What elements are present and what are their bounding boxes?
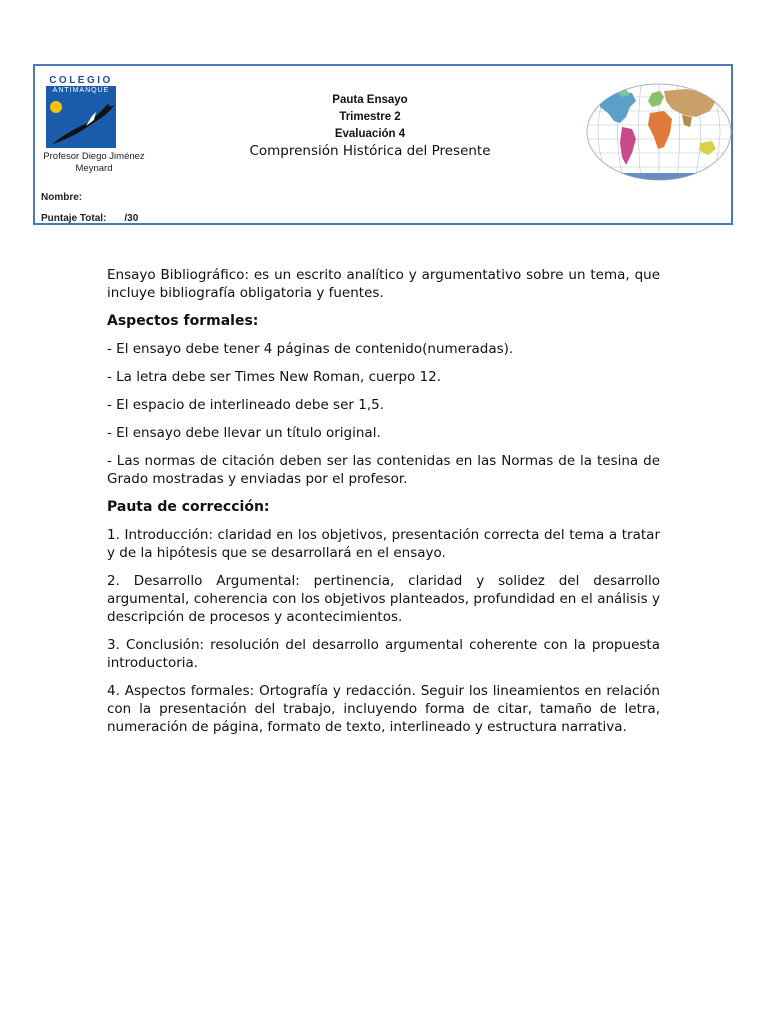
- title-line-2: Trimestre 2: [339, 111, 401, 123]
- formal-item: - El ensayo debe llevar un título original.: [107, 425, 381, 441]
- header-box: [33, 64, 733, 225]
- subject-title: Comprensión Histórica del Presente: [249, 143, 491, 159]
- formal-item: - El espacio de interlineado debe ser 1,5.: [107, 397, 385, 413]
- correction-item: 4. Aspectos formales: Ortografía y redacción. Seguir los lineamientos en relación con la presentación del trabajo, incluyendo forma de citar, tamaño de letra, numeración de página, formato de texto, interlineado y estructura narrativa.: [107, 683, 660, 735]
- title-line-3: Evaluación 4: [334, 128, 406, 140]
- formal-heading: Aspectos formales:: [107, 313, 259, 329]
- formal-item: - El ensayo debe tener 4 páginas de contenido(numeradas).: [107, 341, 514, 357]
- puntaje-label: Puntaje Total:: [41, 213, 107, 224]
- puntaje-row: [41, 213, 138, 224]
- intro-paragraph: Ensayo Bibliográfico: es un escrito analítico y argumentativo sobre un tema, que incluye bibliografía obligatoria y fuentes.: [107, 267, 660, 301]
- document-body: [107, 266, 660, 746]
- title-line-1: Pauta Ensayo: [332, 94, 408, 106]
- teacher-name: Profesor Diego Jiménez Meynard: [43, 151, 145, 174]
- correction-item: 2. Desarrollo Argumental: pertinencia, claridad y solidez del desarrollo argumental, coherencia con los objetivos planteados, profundidad en el análisis y descripción de procesos y acontecimientos.: [107, 573, 660, 625]
- school-logo: [44, 75, 118, 155]
- document-title: [235, 92, 505, 160]
- correction-item: 1. Introducción: claridad en los objetivos, presentación correcta del tema a tratar y de la hipótesis que se desarrollará en el ensayo.: [107, 527, 660, 561]
- condor-logo-icon: [46, 86, 116, 148]
- logo-name-text: ANTIMANQUE: [52, 87, 110, 94]
- logo-school-text: COLEGIO: [49, 75, 113, 86]
- formal-item: - La letra debe ser Times New Roman, cuerpo 12.: [107, 369, 442, 385]
- correction-item: 3. Conclusión: resolución del desarrollo argumental coherente con la propuesta introductoria.: [107, 637, 660, 671]
- correction-heading: Pauta de corrección:: [107, 499, 270, 515]
- world-map-icon: [586, 83, 732, 181]
- nombre-label: Nombre:: [41, 192, 83, 203]
- formal-item: - Las normas de citación deben ser las contenidas en las Normas de la tesina de Grado mostradas y enviadas por el profesor.: [107, 453, 660, 487]
- puntaje-max: /30: [124, 213, 139, 224]
